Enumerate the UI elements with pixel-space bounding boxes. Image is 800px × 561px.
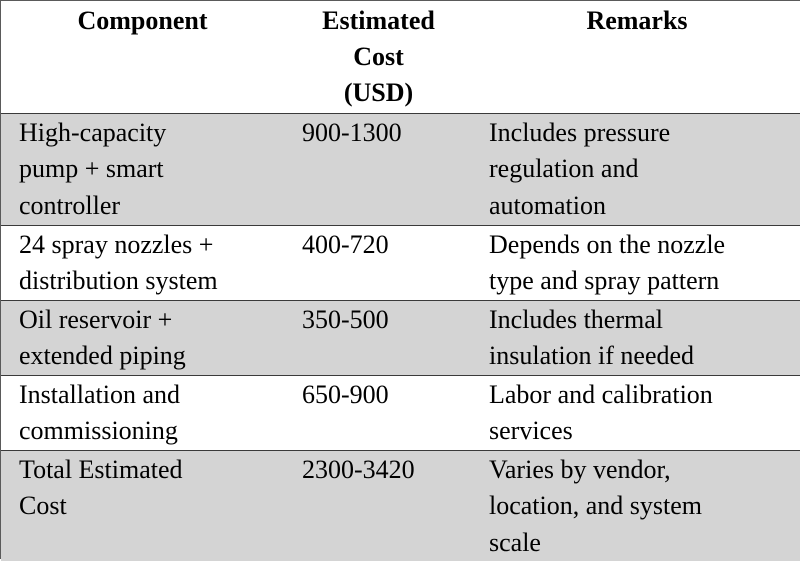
cell-line: insulation if needed [489,338,793,375]
cell-line: automation [489,188,793,225]
cell-line: Varies by vendor, [489,452,793,489]
cell-cost [284,300,473,375]
cell-component [1,113,284,225]
cell-component [1,375,284,450]
cell-remarks [473,375,800,450]
cell-component [1,450,284,561]
cost-estimate-table [1,1,800,561]
cell-line: location, and system [489,488,793,525]
cell-line: regulation and [489,151,793,188]
cell-line: Includes thermal [489,302,793,339]
cell-line: Depends on the nozzle [489,227,793,264]
header-remarks [473,1,800,113]
header-line: Component [9,3,276,39]
cell-line: type and spray pattern [489,263,793,300]
cell-line: Oil reservoir + [19,302,276,339]
cell-cost [284,375,473,450]
cell-remarks [473,300,800,375]
header-line: Estimated [292,3,465,39]
header-component [1,1,284,113]
cell-line: 900-1300 [302,115,465,152]
cell-cost [284,450,473,561]
table-row [1,300,800,375]
header-estimated-cost [284,1,473,113]
cell-component [1,225,284,300]
cell-line: distribution system [19,263,276,300]
table-header-row [1,1,800,113]
cell-line: 2300-3420 [302,452,465,489]
cell-line: commissioning [19,413,276,450]
cell-remarks [473,113,800,225]
cell-line: Installation and [19,377,276,414]
cell-line: Total Estimated [19,452,276,489]
table-row [1,375,800,450]
cell-line: 24 spray nozzles + [19,227,276,264]
cell-line: services [489,413,793,450]
header-line: (USD) [292,75,465,111]
table-row [1,225,800,300]
table-row [1,450,800,561]
cell-remarks [473,450,800,561]
cell-remarks [473,225,800,300]
cell-line: Includes pressure [489,115,793,152]
cell-component [1,300,284,375]
cell-line: 650-900 [302,377,465,414]
table-row [1,113,800,225]
cell-line: pump + smart [19,151,276,188]
cell-line: Labor and calibration [489,377,793,414]
cell-cost [284,113,473,225]
cell-line: High-capacity [19,115,276,152]
header-line: Cost [292,39,465,75]
cell-cost [284,225,473,300]
cell-line: 350-500 [302,302,465,339]
cell-line: controller [19,188,276,225]
header-line: Remarks [481,3,793,39]
cell-line: extended piping [19,338,276,375]
cell-line: Cost [19,488,276,525]
cell-line: scale [489,525,793,561]
cell-line: 400-720 [302,227,465,264]
